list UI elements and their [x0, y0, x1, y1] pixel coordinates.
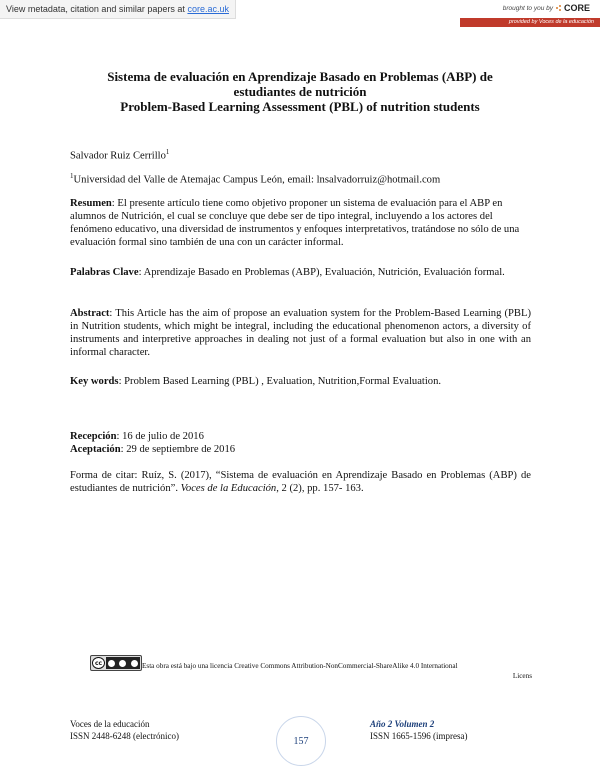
author-sup: 1: [165, 148, 170, 156]
title-line-1: Sistema de evaluación en Aprendizaje Basado en Problemas (ABP) de: [107, 69, 493, 84]
recepcion-label: Recepción: [70, 431, 117, 442]
cc-license-icon[interactable]: [90, 655, 142, 671]
paper-title: [70, 69, 530, 114]
footer-issn-electronic: ISSN 2448-6248 (electrónico): [70, 731, 179, 741]
aceptacion-label: Aceptación: [70, 444, 121, 455]
core-logo-icon: [556, 5, 562, 11]
resumen-text: : El presente artículo tiene como objetivo proponer un sistema de evaluación para el ABP en alumnos de Nutrición, el cual se concluye que debe ser de tipo integral, incluyendo a los actores del fenómeno educativo, una diversidad de instrumentos y enfoques interpretativos, tratándose no sólo de una evaluación formal sino también de una con un carácter informal.: [70, 198, 520, 248]
core-header: [0, 0, 600, 25]
affiliation-text: Universidad del Valle de Atemajac Campus León, email: lnsalvadorruiz@hotmail.com: [73, 174, 441, 186]
palabras-clave: [70, 266, 531, 279]
core-metadata-banner[interactable]: [0, 0, 236, 19]
author: [70, 146, 531, 163]
keywords-text: : Problem Based Learning (PBL) , Evaluation, Nutrition,Formal Evaluation.: [118, 376, 442, 387]
dates: [70, 430, 531, 456]
footer-issn-print: ISSN 1665-1596 (impresa): [370, 731, 468, 741]
title-line-3: Problem-Based Learning Assessment (PBL) of nutrition students: [120, 99, 480, 114]
citation: [70, 469, 531, 495]
aceptacion-value: : 29 de septiembre de 2016: [120, 444, 236, 455]
license-text[interactable]: Esta obra está bajo una licencia Creative Commons Attribution-NonCommercial-ShareAlike 4.0 International: [142, 662, 458, 670]
core-link[interactable]: core.ac.uk: [187, 4, 229, 14]
recepcion-line: [70, 430, 531, 443]
footer-left: [70, 718, 179, 742]
page-number: 157: [276, 716, 326, 766]
citation-suffix: , 2 (2), pp. 157- 163.: [276, 483, 364, 494]
keywords-label: Key words: [70, 376, 119, 387]
core-logo-text: CORE: [563, 3, 590, 13]
cc-by-nc-sa-icon: [106, 657, 140, 669]
brought-by-label: brought to you by: [502, 4, 553, 12]
core-logo[interactable]: [556, 3, 590, 13]
cc-icon: cc: [92, 657, 105, 669]
provided-by-banner[interactable]: provided by Voces de la educación: [460, 18, 600, 27]
affiliation: [70, 170, 531, 187]
resumen-label: Resumen: [70, 198, 112, 209]
footer-volume: Año 2 Volumen 2: [370, 719, 435, 729]
citation-journal: Voces de la Educación: [180, 483, 277, 494]
palabras-text: : Aprendizaje Basado en Problemas (ABP), Evaluación, Nutrición, Evaluación formal.: [138, 267, 505, 278]
abstract-text: : This Article has the aim of propose an evaluation system for the Problem-Based Learning (PBL) in Nutrition students, which might be integral, including the educational phenomenon actors, a diversity of instruments and interpretive approaches in dealing not just of a formal evaluation but also in one with an informal character.: [70, 308, 531, 358]
abstract: [70, 307, 531, 359]
footer-journal: Voces de la educación: [70, 719, 150, 729]
aceptacion-line: [70, 443, 531, 456]
key-words: [70, 375, 531, 388]
title-line-2: estudiantes de nutrición: [233, 84, 367, 99]
resumen: [70, 197, 531, 249]
license: [90, 655, 532, 681]
affiliation-sup: 1: [70, 172, 74, 180]
palabras-label: Palabras Clave: [70, 267, 139, 278]
brought-by: [503, 3, 590, 13]
author-name: Salvador Ruiz Cerrillo: [70, 150, 166, 162]
recepcion-value: : 16 de julio de 2016: [116, 431, 204, 442]
citation-prefix: Forma de citar: Ruíz, S. (2017), “Sistema de evaluación en Aprendizaje Basado en Problemas (ABP) de estudiantes de nutrición”.: [70, 470, 531, 494]
abstract-label: Abstract: [70, 308, 110, 319]
core-link-prefix: View metadata, citation and similar papers at: [6, 4, 188, 14]
license-text-end: Licens: [512, 672, 532, 680]
footer-right: [370, 718, 468, 742]
